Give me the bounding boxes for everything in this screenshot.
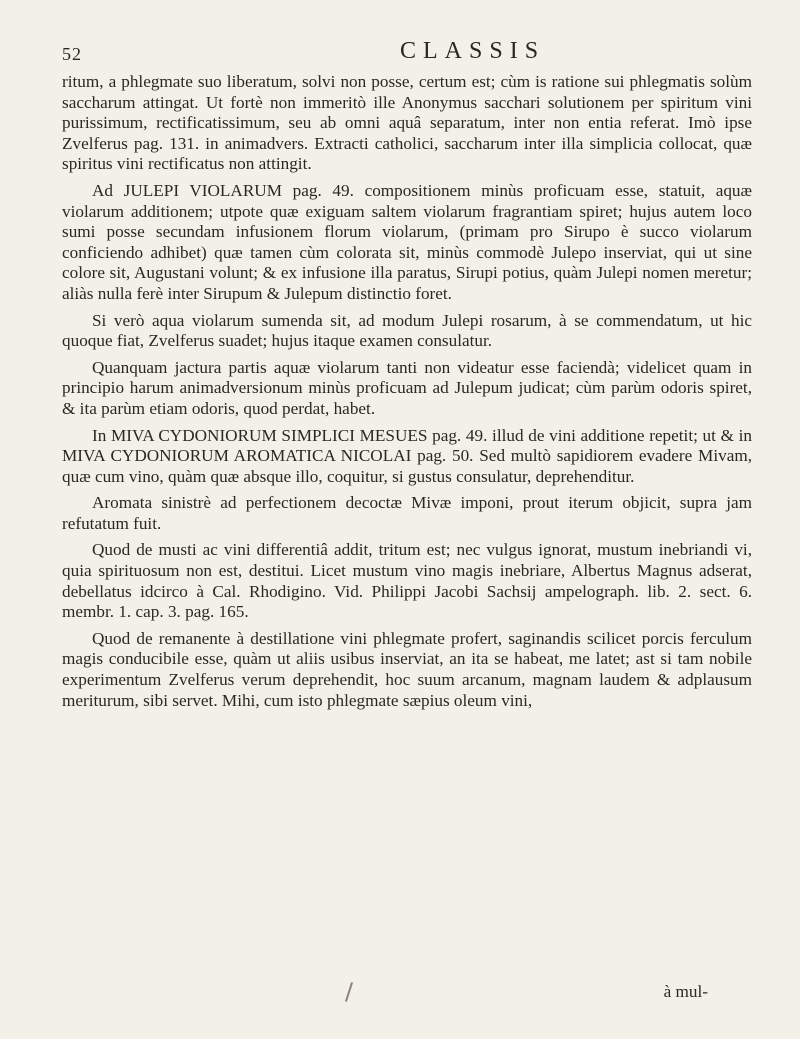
paragraph-jactura: Quanquam jactura partis aquæ violarum tanti non videatur esse faciendà; videlicet quam in principio harum animadversionum minùs proficuam ad Julepum judicat; cùm parùm odoris spiret, & ita parùm etiam odoris, quod perdat, habet. xyxy=(62,357,752,418)
paragraph-continuation: ritum, a phlegmate suo liberatum, solvi non posse, certum est; cùm is ratione sui phlegmatis solùm saccharum attingat. Ut fortè non immeritò ille Anonymus sacchari solutionem per spiritum vini purissimum, rectificatissimum, seu ab omni aquâ separatum, inter non entia referat. Imò ipse Zvelferus pag. 131. in animadvers. Extracti catholici, saccharum inter illa simplicia collocat, quæ spiritus vini rectificatus non attingit. xyxy=(62,72,752,174)
paragraph-phlegmate: Quod de remanente à destillatione vini phlegmate profert, saginandis scilicet porcis ferculum magis conducibile esse, quàm ut aliis usibus inserviat, an ita se habeat, me latet; ast si tam nobile experimentum Zvelferus verum deprehendit, hoc suum arcanum, magnam laudem & adplausum meriturum, sibi servet. Mihi, cum isto phlegmate sæpius oleum vini, xyxy=(62,628,752,710)
catchword: à mul- xyxy=(663,982,708,1001)
paragraph-aromata: Aromata sinistrè ad perfectionem decoctæ Mivæ imponi, prout iterum objicit, supra jam refutatum fuit. xyxy=(62,493,752,533)
paragraph-julepi-violarum: Ad JULEPI VIOLARUM pag. 49. compositionem minùs proficuam esse, statuit, aquæ violarum additionem; utpote quæ exiguam saltem violarum fragrantiam spiret; hujus autem loco sumi posse secundam infusionem florum violarum, (primam pro Sirupo è succo violarum conficiendo adhibet) quæ tamen cùm colorata sit, minùs commodè Julepo inserviat, qui ut sine colore sit, Augustani volunt; & ex infusione illa paratus, Sirupi potius, quàm Julepi nomen meretur; aliàs nulla ferè inter Sirupum & Julepum distinctio foret. xyxy=(62,180,752,303)
page-header xyxy=(62,38,752,70)
running-head: CLASSIS xyxy=(400,38,546,64)
page-number: 52 xyxy=(62,44,82,64)
margin-mark xyxy=(345,982,353,1002)
paragraph-musti-vini: Quod de musti ac vini differentiâ addit, tritum est; nec vulgus ignorat, mustum inebriandi vi, quia spirituosum non est, destitui. Licet mustum vino magis inebriare, Albertus Magnus adserat, debellatus idcirco à Cal. Rhodigino. Vid. Philippi Jacobi Sachsij ampelograph. lib. 2. sect. 6. membr. 1. cap. 3. pag. 165. xyxy=(62,540,752,622)
body-text xyxy=(62,72,752,711)
paragraph-miva-cydoniorum: In MIVA CYDONIORUM SIMPLICI MESUES pag. 49. illud de vini additione repetit; ut & in MIVA CYDONIORUM AROMATICA NICOLAI pag. 50. Sed multò sapidiorem evadere Mivam, quæ cum vino, quàm quæ absque illo, coquitur, si gustus consulatur, deprehenditur. xyxy=(62,425,752,486)
paragraph-aqua-violarum: Si verò aqua violarum sumenda sit, ad modum Julepi rosarum, à se commendatum, ut hic quoque fiat, Zvelferus suadet; hujus itaque examen consulatur. xyxy=(62,310,752,351)
